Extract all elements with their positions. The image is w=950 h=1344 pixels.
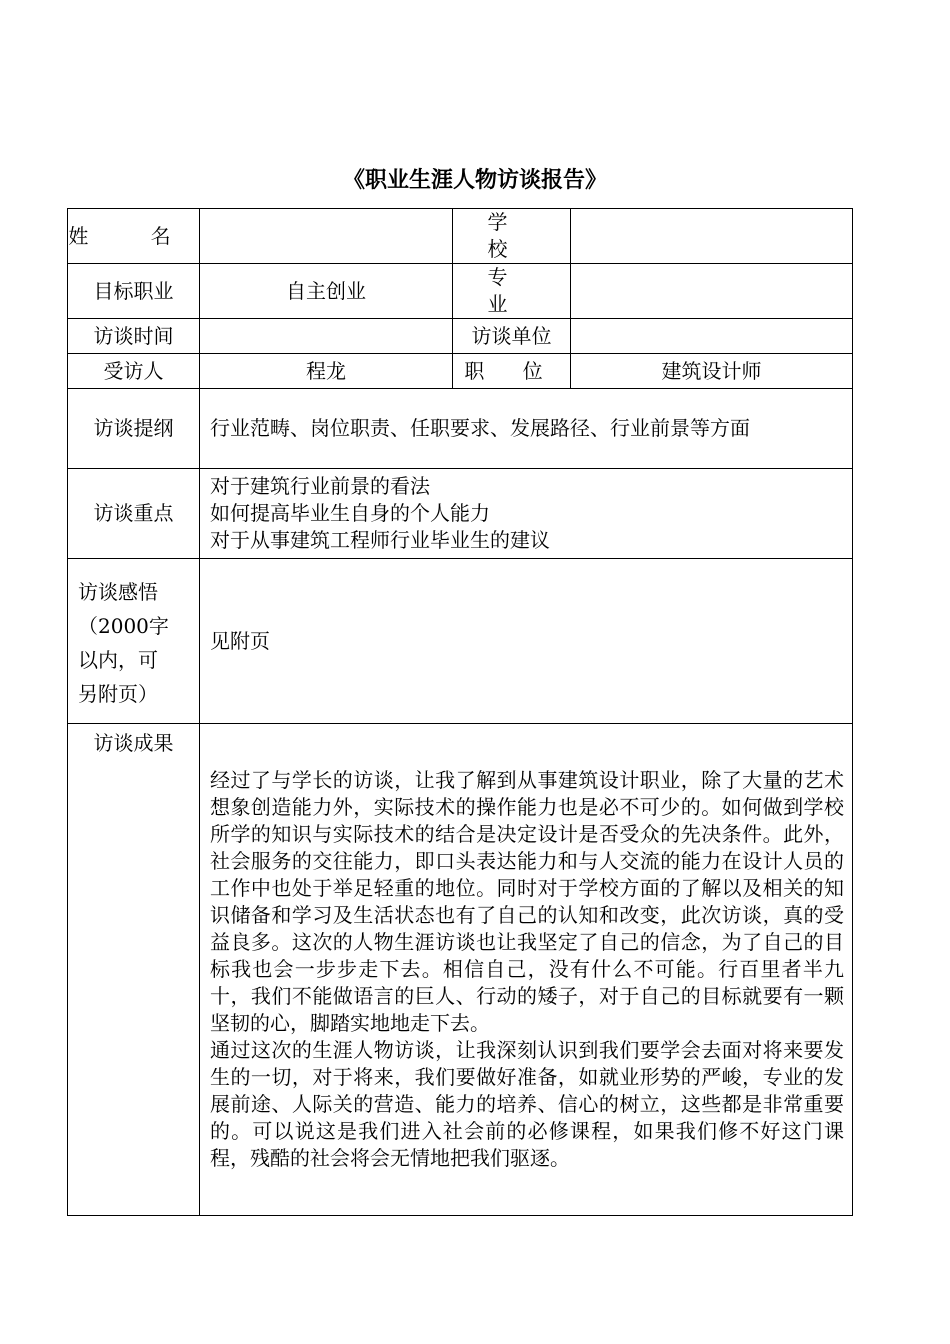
outline-label: 访谈提纲: [68, 389, 200, 469]
major-value: [571, 264, 853, 319]
interview-unit-value: [571, 319, 853, 354]
target-job-value: 自主创业: [200, 264, 453, 319]
interview-time-label: 访谈时间: [68, 319, 200, 354]
feelings-value: 见附页: [200, 559, 853, 724]
position-value: 建筑设计师: [571, 354, 853, 389]
target-job-label: 目标职业: [68, 264, 200, 319]
interviewee-value: 程龙: [200, 354, 453, 389]
table-row: [68, 559, 853, 724]
interviewee-label: 受访人: [68, 354, 200, 389]
results-paragraph: 通过这次的生涯人物访谈，让我深刻认识到我们要学会去面对将来要发生的一切，对于将来，我们要做好准备，如就业形势的严峻，专业的发展前途、人际关的营造、能力的培养、信心的树立，这些都是非常重要的。可以说这是我们进入社会前的必修课程，如果我们修不好这门课程，残酷的社会将会无情地把我们驱逐。: [210, 1038, 844, 1170]
feelings-label: 访谈感悟 （2000字 以内，可 另附页）: [68, 559, 200, 724]
focus-value: [200, 469, 853, 559]
interview-unit-label: 访谈单位: [453, 319, 571, 354]
focus-label: 访谈重点: [68, 469, 200, 559]
table-row: [68, 389, 853, 469]
table-row: [68, 264, 853, 319]
table-row: [68, 319, 853, 354]
focus-line: 对于从事建筑工程师行业毕业生的建议: [210, 528, 550, 552]
school-label: 学 校: [453, 209, 571, 264]
table-row: [68, 209, 853, 264]
outline-value: 行业范畴、岗位职责、任职要求、发展路径、行业前景等方面: [200, 389, 853, 469]
school-value: [571, 209, 853, 264]
position-label: 职 位: [453, 354, 571, 389]
interview-report-table: [67, 208, 853, 1216]
major-label: 专 业: [453, 264, 571, 319]
focus-line: 如何提高毕业生自身的个人能力: [210, 501, 490, 525]
table-row: [68, 469, 853, 559]
results-paragraph: 经过了与学长的访谈，让我了解到从事建筑设计职业，除了大量的艺术想象创造能力外，实际技术的操作能力也是必不可少的。如何做到学校所学的知识与实际技术的结合是决定设计是否受众的先决条件。此外，社会服务的交往能力，即口头表达能力和与人交流的能力在设计人员的工作中也处于举足轻重的地位。同时对于学校方面的了解以及相关的知识储备和学习及生活状态也有了自己的认知和改变，此次访谈，真的受益良多。这次的人物生涯访谈也让我坚定了自己的信念，为了自己的目标我也会一步步走下去。相信自己，没有什么不可能。行百里者半九十，我们不能做语言的巨人、行动的矮子，对于自己的目标就要有一颗坚韧的心，脚踏实地地走下去。: [210, 768, 844, 1035]
table-row: [68, 354, 853, 389]
page-title: 《职业生涯人物访谈报告》: [342, 168, 607, 193]
name-label: 姓 名: [68, 209, 200, 264]
results-value: [200, 724, 853, 1216]
results-label: 访谈成果: [68, 724, 200, 1216]
interview-time-value: [200, 319, 453, 354]
name-value: [200, 209, 453, 264]
table-row: [68, 724, 853, 1216]
focus-line: 对于建筑行业前景的看法: [210, 474, 430, 498]
